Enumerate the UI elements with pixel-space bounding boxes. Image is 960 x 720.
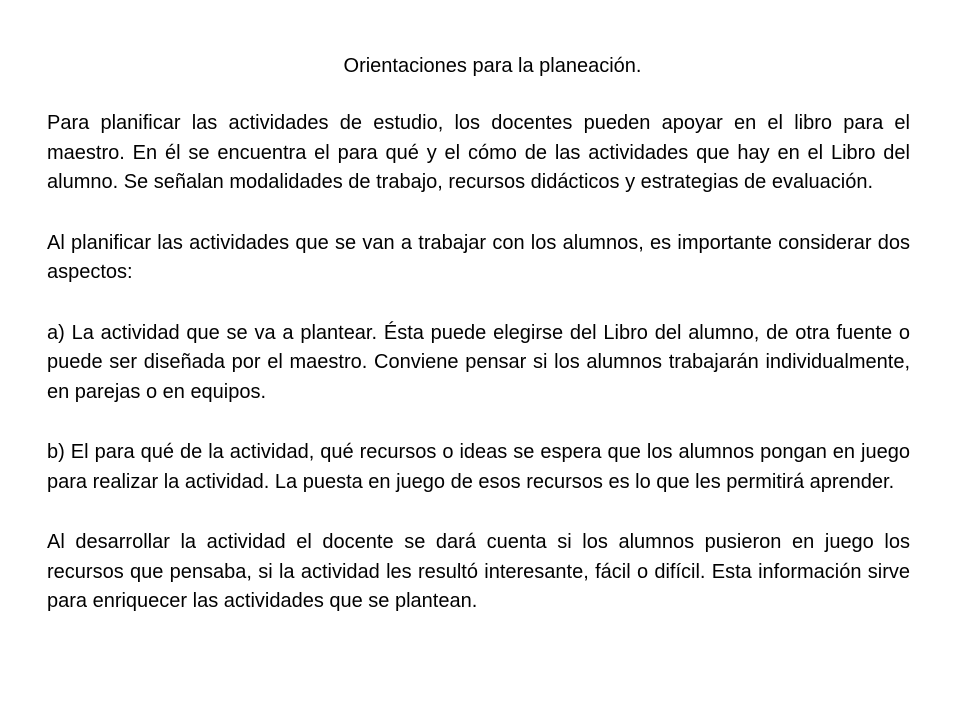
paragraph-aspect-b: b) El para qué de la actividad, qué recursos o ideas se espera que los alumnos pongan en juego para realizar la actividad. La puesta en juego de esos recursos es lo que les permitirá aprender. (47, 441, 910, 493)
paragraph-conclusion: Al desarrollar la actividad el docente se dará cuenta si los alumnos pusieron en juego los recursos que pensaba, si la actividad les resultó interesante, fácil o difícil. Esta información sirve para enriquecer las actividades que se plantean. (47, 531, 910, 612)
document-body (47, 109, 910, 617)
document-title: Orientaciones para la planeación. (343, 55, 642, 77)
paragraph-aspect-a: a) La actividad que se va a plantear. Ésta puede elegirse del Libro del alumno, de otra fuente o puede ser diseñada por el maestro. Conviene pensar si los alumnos trabajarán individualmente, en parejas o en equipos. (47, 321, 910, 403)
paragraph-aspects: Al planificar las actividades que se van a trabajar con los alumnos, es importante considerar dos aspectos: (47, 231, 910, 283)
paragraph-intro: Para planificar las actividades de estudio, los docentes pueden apoyar en el libro para el maestro. En él se encuentra el para qué y el cómo de las actividades que hay en el Libro del alumno. Se señalan modalidades de trabajo, recursos didácticos y estrategias de evaluación. (47, 112, 910, 193)
